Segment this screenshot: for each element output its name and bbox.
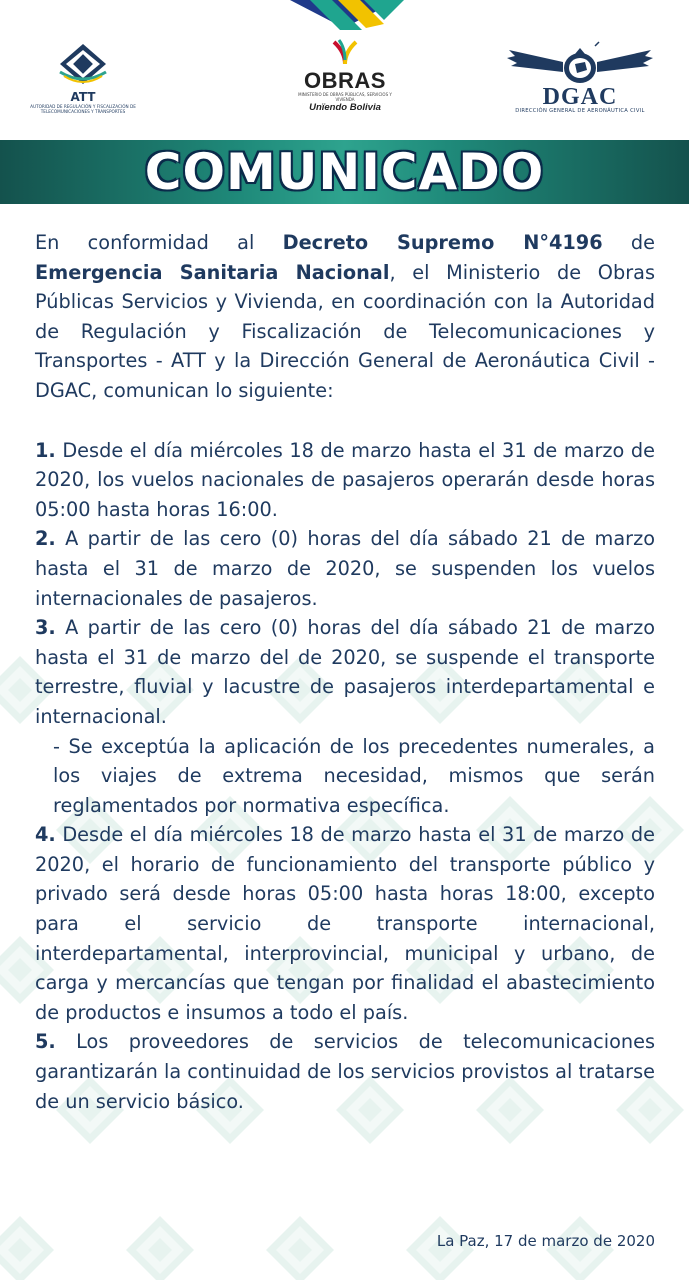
intro-text-2: de [602,231,656,254]
obras-ministry: MINISTERIO DE OBRAS PÚBLICAS, SERVICIOS Y VIVIENDA [298,92,392,102]
item-text: A partir de las cero (0) horas del día sábado 21 de marzo hasta el 31 de marzo del de 2020, se suspende el transporte terrestre, fluvial y lacustre de pasajeros interdepartamental e internacional. [35,616,655,728]
banner-title: COMUNICADO [144,143,545,201]
comunicado-banner [0,140,689,204]
obras-logo [290,38,400,113]
list-item [35,613,655,731]
obras-title: OBRAS [304,68,386,93]
dgac-title: DGAC [542,84,618,110]
item-number: 1. [35,438,56,462]
footer-date: La Paz, 17 de marzo de 2020 [436,1232,655,1250]
intro-text-1: En conformidad al [35,231,283,254]
communique-body [35,228,655,1116]
header [0,0,689,140]
dgac-logo [500,40,660,114]
list-item [35,820,655,1027]
dgac-wings-icon [505,40,655,86]
intro-paragraph [35,228,655,406]
intro-text-3: , el Ministerio de Obras Públicas Servicios y Vivienda, en coordinación con la Autoridad de Regulación y Fiscalización de Telecomunicaciones y Transportes - ATT y la Dirección General de Aeronáutica Civil - DGAC, comunican lo siguiente: [35,260,655,402]
emergency-reference: Emergencia Sanitaria Nacional [35,260,390,284]
att-logo [28,42,138,114]
item-number: 2. [35,527,56,551]
item-number: 5. [35,1030,56,1054]
item-number: 4. [35,823,56,847]
list-item [35,524,655,613]
att-title: ATT [70,90,96,104]
item-text: A partir de las cero (0) horas del día sábado 21 de marzo hasta el 31 de marzo de 2020, se suspenden los vuelos internacionales de pasajeros. [35,527,655,610]
dgac-subtitle: DIRECCIÓN GENERAL DE AERONÁUTICA CIVIL [515,108,645,114]
item-text: Los proveedores de servicios de telecomunicaciones garantizarán la continuidad de los servicios provistos al tratarse de un servicio básico. [35,1030,655,1113]
obras-emblem-icon [328,38,362,66]
item-text: Desde el día miércoles 18 de marzo hasta el 31 de marzo de 2020, los vuelos nacionales de pasajeros operarán desde horas 05:00 hasta horas 16:00. [35,438,655,521]
obras-tagline: Unïendo Bolivia [309,102,381,113]
list-item [35,1027,655,1116]
att-subtitle: AUTORIDAD DE REGULACIÓN Y FISCALIZACIÓN DE TELECOMUNICACIONES Y TRANSPORTES [30,104,136,114]
exception-note: - Se exceptúa la aplicación de los precedentes numerales, a los viajes de extrema necesidad, mismos que serán reglamentados por normativa específica. [53,734,655,817]
item-text: Desde el día miércoles 18 de marzo hasta el 31 de marzo de 2020, el horario de funcionamiento del transporte público y privado será desde horas 05:00 hasta horas 18:00, excepto para el servicio de transporte internacional, interdepartamental, interprovincial, municipal y urbano, de carga y mercancías que tengan por finalidad el abastecimiento de productos e insumos a todo el país. [35,823,655,1024]
list-item [35,436,655,525]
item-number: 3. [35,616,56,640]
att-emblem-icon [56,42,110,84]
decree-reference: Decreto Supremo N°4196 [282,231,603,254]
